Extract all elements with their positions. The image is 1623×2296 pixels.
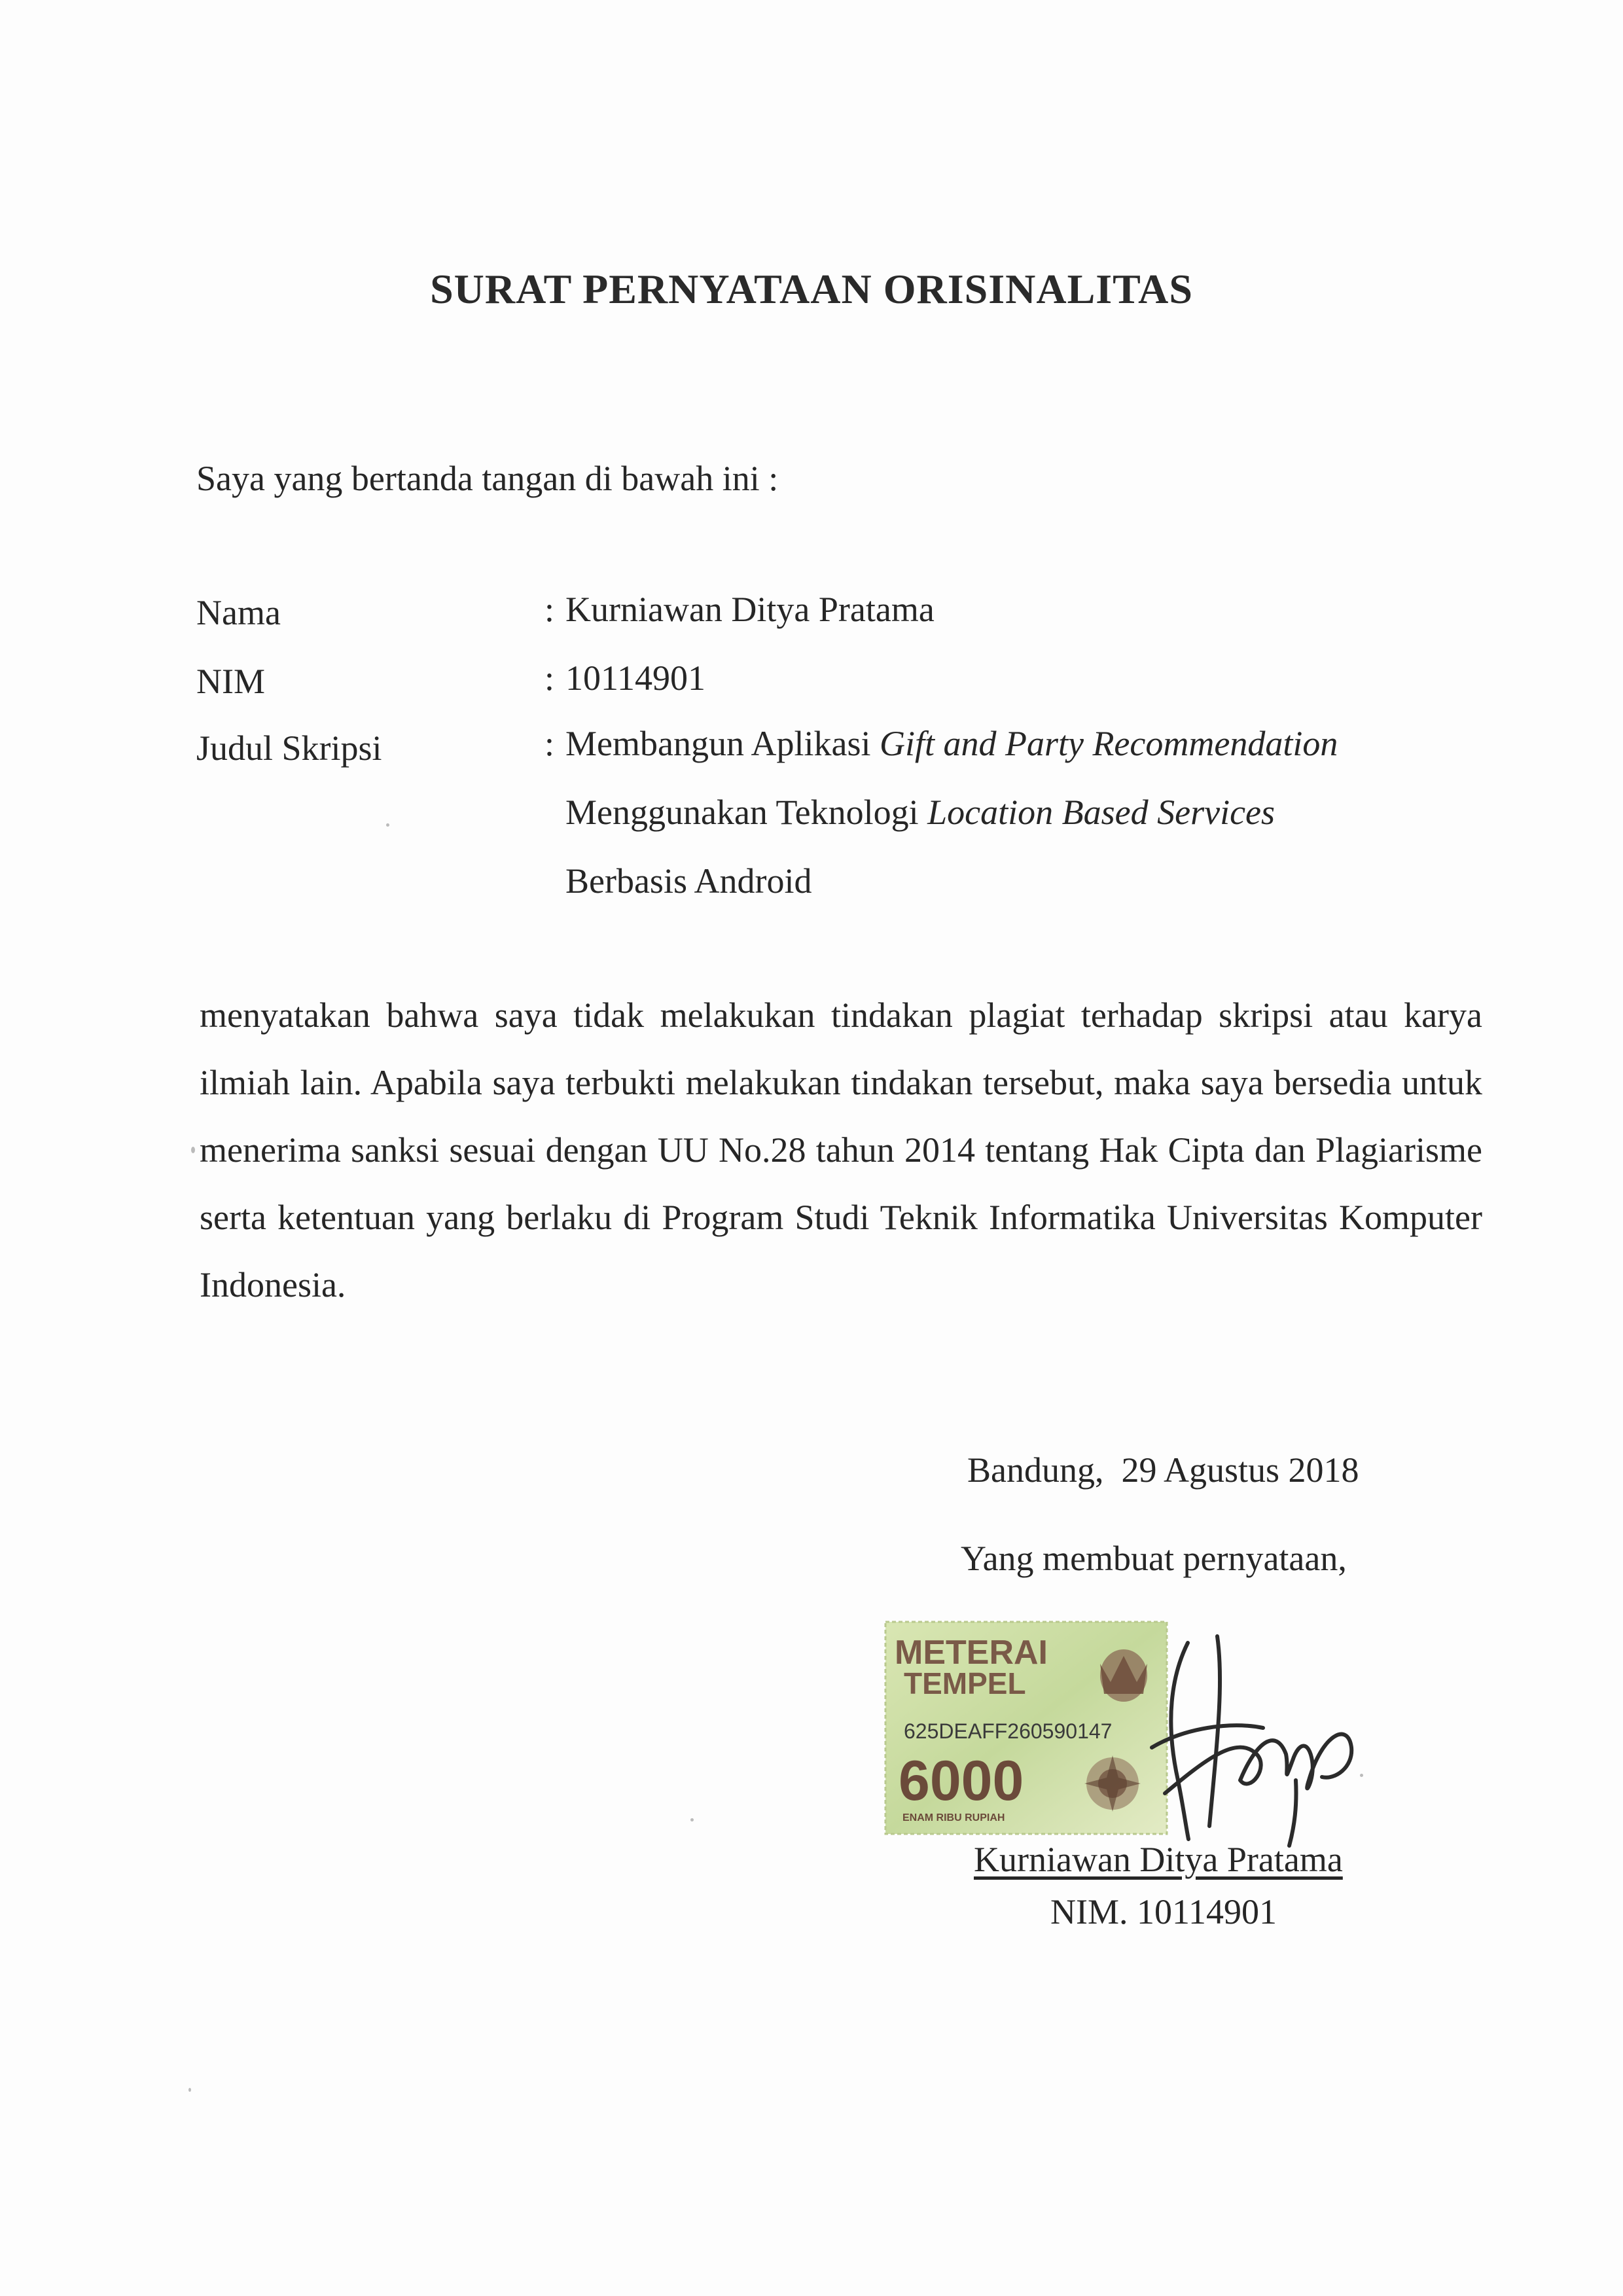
field-colon: : [544,724,555,763]
field-value-judul-line1: Membangun Aplikasi Gift and Party Recommendation [565,724,1338,763]
field-value-judul-line2: Menggunakan Teknologi Location Based Services [565,793,1275,832]
field-label-nim: NIM [196,662,265,701]
scan-speck [386,823,389,827]
judul-italic-1: Gift and Party Recommendation [879,724,1338,763]
place-date: Bandung, 29 Agustus 2018 [967,1450,1359,1490]
scan-speck [1360,1774,1363,1777]
field-value-nama: Kurniawan Ditya Pratama [565,590,935,629]
judul-italic-2: Location Based Services [927,793,1275,832]
statement-paragraph: menyatakan bahwa saya tidak melakukan tindakan plagiat terhadap skripsi atau karya ilmiah lain. Apabila saya terbukti melakukan tindakan tersebut, maka saya bersedia untuk menerima sanksi sesuai dengan UU No.28 tahun 2014 tentang Hak Cipta dan Plagiarisme serta ketentuan yang berlaku di Program Studi Teknik Informatika Universitas Komputer Indonesia. [200,996,1482,1304]
document-title: SURAT PERNYATAAN ORISINALITAS [430,266,1193,312]
stamp-serial: 625DEAFF260590147 [904,1719,1113,1743]
field-label-nama: Nama [196,593,281,632]
scan-speck [191,1147,195,1153]
intro-text: Saya yang bertanda tangan di bawah ini : [196,459,779,498]
signer-nim: NIM. 10114901 [1050,1892,1277,1931]
field-value-judul-line3: Berbasis Android [565,861,812,901]
made-by-label: Yang membuat pernyataan, [961,1539,1347,1578]
stamp-amount-text: ENAM RIBU RUPIAH [902,1812,1005,1823]
signer-name: Kurniawan Ditya Pratama [974,1840,1343,1879]
stamp-line2: TEMPEL [904,1666,1026,1700]
handwritten-signature [1126,1630,1374,1852]
scan-speck [690,1818,694,1821]
scan-speck [188,2088,191,2092]
field-colon: : [544,658,555,698]
field-value-nim: 10114901 [565,658,705,698]
stamp-amount: 6000 [899,1749,1024,1812]
field-label-judul: Judul Skripsi [196,728,382,768]
stamp-line1: METERAI [895,1634,1048,1672]
field-colon: : [544,590,555,629]
